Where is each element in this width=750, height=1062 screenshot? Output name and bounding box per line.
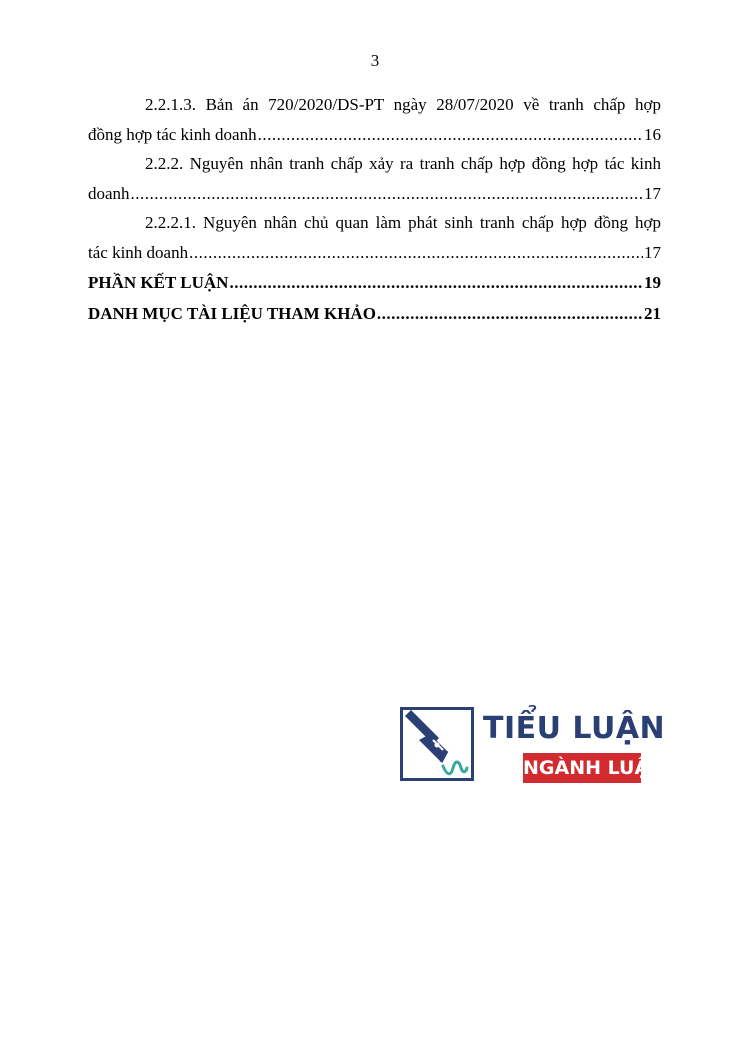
logo-watermark bbox=[400, 707, 666, 787]
table-of-contents bbox=[88, 90, 661, 329]
toc-page-number: 17 bbox=[644, 242, 661, 262]
dot-leader bbox=[258, 120, 643, 150]
toc-page-number: 19 bbox=[644, 273, 661, 292]
dot-leader bbox=[131, 179, 643, 209]
logo-title: TIỂU LUẬN bbox=[483, 711, 666, 746]
logo-subtitle: NGÀNH LUẬT bbox=[523, 753, 641, 783]
toc-entry-text: 2.2.2. Nguyên nhân tranh chấp xảy ra tranh chấp hợp đồng hợp tác kinh bbox=[145, 154, 661, 173]
toc-page-number: 21 bbox=[644, 304, 661, 323]
page-number: 3 bbox=[370, 51, 380, 70]
toc-entry-title: PHẦN KẾT LUẬN bbox=[88, 273, 229, 292]
toc-entry-ket-luan[interactable] bbox=[88, 267, 661, 298]
toc-entry-2-2-2-1[interactable] bbox=[88, 208, 661, 267]
toc-page-number: 17 bbox=[644, 183, 661, 203]
dot-leader bbox=[189, 238, 643, 268]
toc-entry-text-cont: tác kinh doanh bbox=[88, 242, 189, 262]
toc-entry-title: DANH MỤC TÀI LIỆU THAM KHẢO bbox=[88, 304, 376, 323]
dot-leader bbox=[377, 298, 643, 329]
toc-entry-text: 2.2.2.1. Nguyên nhân chủ quan làm phát sinh tranh chấp hợp đồng hợp bbox=[145, 213, 661, 232]
toc-entry-2-2-2[interactable] bbox=[88, 149, 661, 208]
toc-entry-text-cont: doanh bbox=[88, 183, 130, 203]
toc-entry-text: 2.2.1.3. Bản án 720/2020/DS-PT ngày 28/07/2020 về tranh chấp hợp bbox=[145, 95, 661, 114]
toc-entry-2-2-1-3[interactable] bbox=[88, 90, 661, 149]
toc-entry-text-cont: đồng hợp tác kinh doanh bbox=[88, 124, 257, 144]
toc-page-number: 16 bbox=[644, 124, 661, 144]
pen-nib-icon bbox=[400, 707, 474, 781]
toc-entry-tai-lieu[interactable] bbox=[88, 298, 661, 329]
dot-leader bbox=[229, 267, 643, 298]
